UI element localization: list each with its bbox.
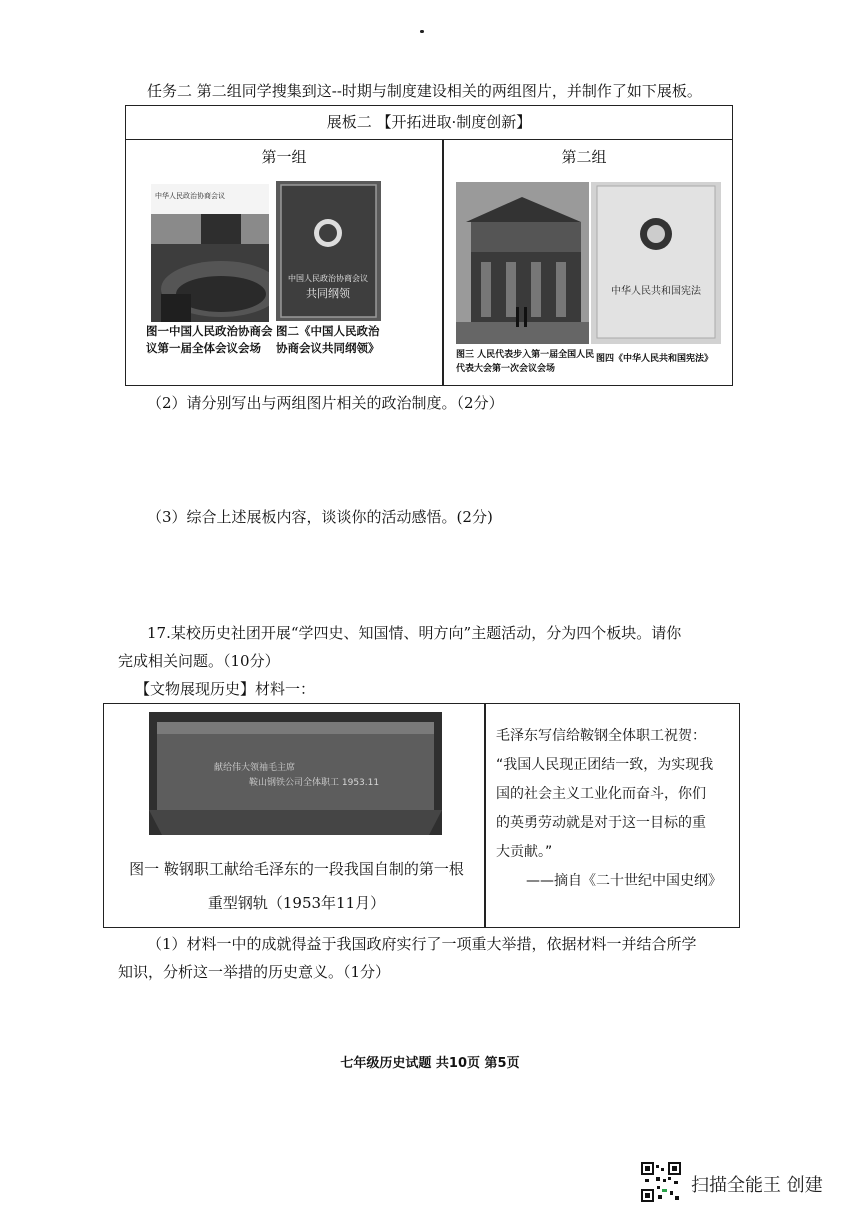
q17-line2: 完成相关问题。（10分） xyxy=(118,652,280,670)
img3-caption xyxy=(456,348,594,376)
img4-inner-text: 中华人民共和国宪法 xyxy=(611,286,701,297)
camscanner-watermark xyxy=(641,1162,841,1202)
rail-caption xyxy=(114,852,479,920)
watermark-text: 扫描全能王 创建 xyxy=(691,1175,823,1196)
qr-code-icon xyxy=(641,1162,681,1202)
group1-label: 第一组 xyxy=(261,148,307,166)
quote-source: ——摘自《二十世纪中国史纲》 xyxy=(526,873,722,889)
exhibit-panel xyxy=(125,105,733,386)
img4-caption: 图四《中华人民共和国宪法》 xyxy=(596,354,714,364)
img2-caption-line2: 协商会议共同纲领》 xyxy=(276,341,380,355)
material-label: 【文物展现历史】材料一： xyxy=(135,680,316,698)
question-3: （3）综合上述展板内容，谈谈你的活动感悟。(2分) xyxy=(147,508,493,526)
constitution-book xyxy=(591,182,721,344)
page-footer: 七年级历史试题 共10页 第5页 xyxy=(340,1056,520,1071)
quote-line1: 毛泽东写信给鞍钢全体职工祝贺： xyxy=(496,728,706,744)
quote-line3: 国的社会主义工业化而奋斗，你们 xyxy=(496,786,706,802)
img2-inner-line2: 共同纲领 xyxy=(306,287,350,300)
rail-inscription-line2: 鞍山钢铁公司全体职工 1953.11 xyxy=(249,778,380,788)
scan-speck xyxy=(420,30,424,33)
material-one-table xyxy=(103,703,740,928)
panel-divider xyxy=(442,140,444,386)
img1-inner-text: 中华人民政治协商会议 xyxy=(155,192,225,200)
img1-caption-line2: 议第一届全体会议会场 xyxy=(146,341,261,355)
steel-rail-photo xyxy=(149,712,442,835)
cppcc-hall-photo xyxy=(151,184,269,322)
img3-caption-line1: 图三 人民代表步入第一届全国人民 xyxy=(456,350,595,360)
img2-caption xyxy=(276,323,380,357)
quote-line2: “我国人民现正团结一致，为实现我 xyxy=(496,757,714,773)
quote-line5: 大贡献。” xyxy=(496,844,553,860)
img1-caption xyxy=(146,323,273,357)
img1-caption-line1: 图一中国人民政治协商会 xyxy=(146,324,273,338)
question-2: （2）请分别写出与两组图片相关的政治制度。（2分） xyxy=(147,394,504,412)
q17-sub1-line2: 知识，分析这一举措的历史意义。（1分） xyxy=(118,963,391,981)
rail-caption-line1: 图一 鞍钢职工献给毛泽东的一段我国自制的第一根 xyxy=(129,860,464,878)
mao-letter-quote xyxy=(496,722,736,896)
common-program-book xyxy=(276,181,381,321)
group2-label: 第二组 xyxy=(561,148,607,166)
q17-sub1-line1: （1）材料一中的成就得益于我国政府实行了一项重大举措，依据材料一并结合所学 xyxy=(147,935,697,953)
panel-title: 展板二 【开拓进取·制度创新】 xyxy=(126,106,732,140)
npc-hall-photo xyxy=(456,182,589,344)
img3-caption-line2: 代表大会第一次会议会场 xyxy=(456,364,556,374)
quote-line4: 的英勇劳动就是对于这一目标的重 xyxy=(496,815,706,831)
rail-caption-line2: 重型钢轨（1953年11月） xyxy=(207,894,386,912)
q17-line1: 17.某校历史社团开展“学四史、知国情、明方向”主题活动，分为四个板块。请你 xyxy=(147,624,682,642)
img2-caption-line1: 图二《中国人民政治 xyxy=(276,324,380,338)
rail-inscription-line1: 献给伟大领袖毛主席 xyxy=(214,763,296,773)
task2-intro: 任务二 第二组同学搜集到这--时期与制度建设相关的两组图片，并制作了如下展板。 xyxy=(147,82,702,100)
img2-inner-line1: 中国人民政治协商会议 xyxy=(288,274,368,283)
material-divider xyxy=(484,704,486,927)
